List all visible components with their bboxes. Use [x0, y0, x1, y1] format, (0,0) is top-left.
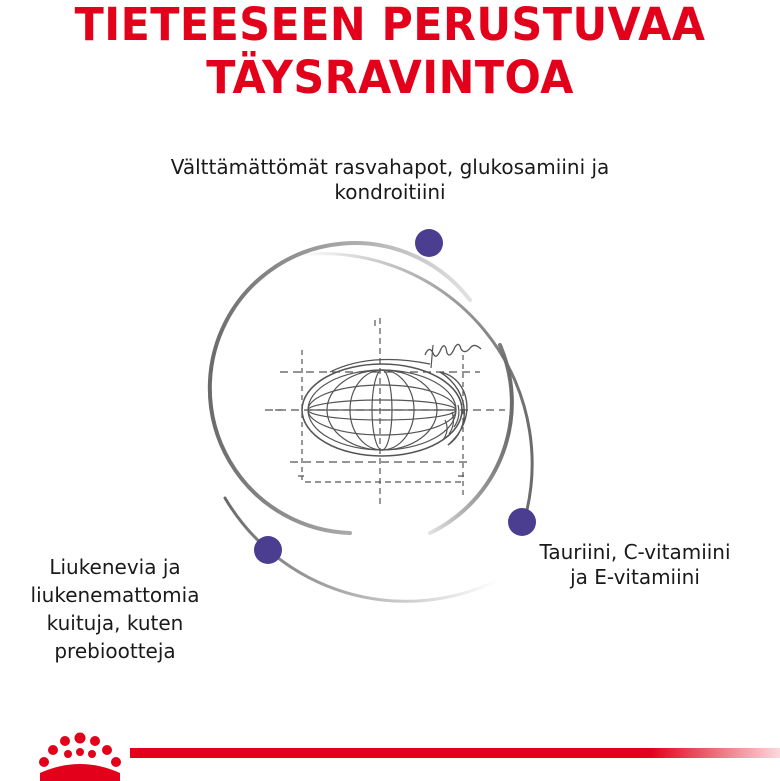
- benefit-left-line1: Liukenevia ja: [49, 555, 181, 579]
- benefit-right-line2: ja E-vitamiini: [570, 565, 700, 589]
- marker-dot-left: [254, 536, 282, 564]
- marker-dot-top: [415, 229, 443, 257]
- marker-dot-right: [508, 508, 536, 536]
- benefit-left-line4: prebiootteja: [54, 639, 176, 663]
- page-title: TIETEESEEN PERUSTUVAA: [74, 0, 706, 51]
- benefit-left-line3: kuituja, kuten: [46, 611, 184, 635]
- page-subtitle: TÄYSRAVINTOA: [206, 51, 574, 104]
- benefit-top-line1: Välttämättömät rasvahapot, glukosamiini ja: [170, 155, 610, 179]
- royal-canin-crown-icon: [35, 731, 125, 781]
- inner-ring-arc-left: [210, 243, 470, 533]
- benefit-left-line2: liukenemattomia: [30, 583, 200, 607]
- brand-footer-bar: [130, 748, 780, 758]
- kibble-sketch-icon: [265, 318, 505, 505]
- benefit-top-line2: kondroitiini: [334, 180, 446, 204]
- benefit-right-line1: Tauriini, C-vitamiini: [539, 540, 731, 564]
